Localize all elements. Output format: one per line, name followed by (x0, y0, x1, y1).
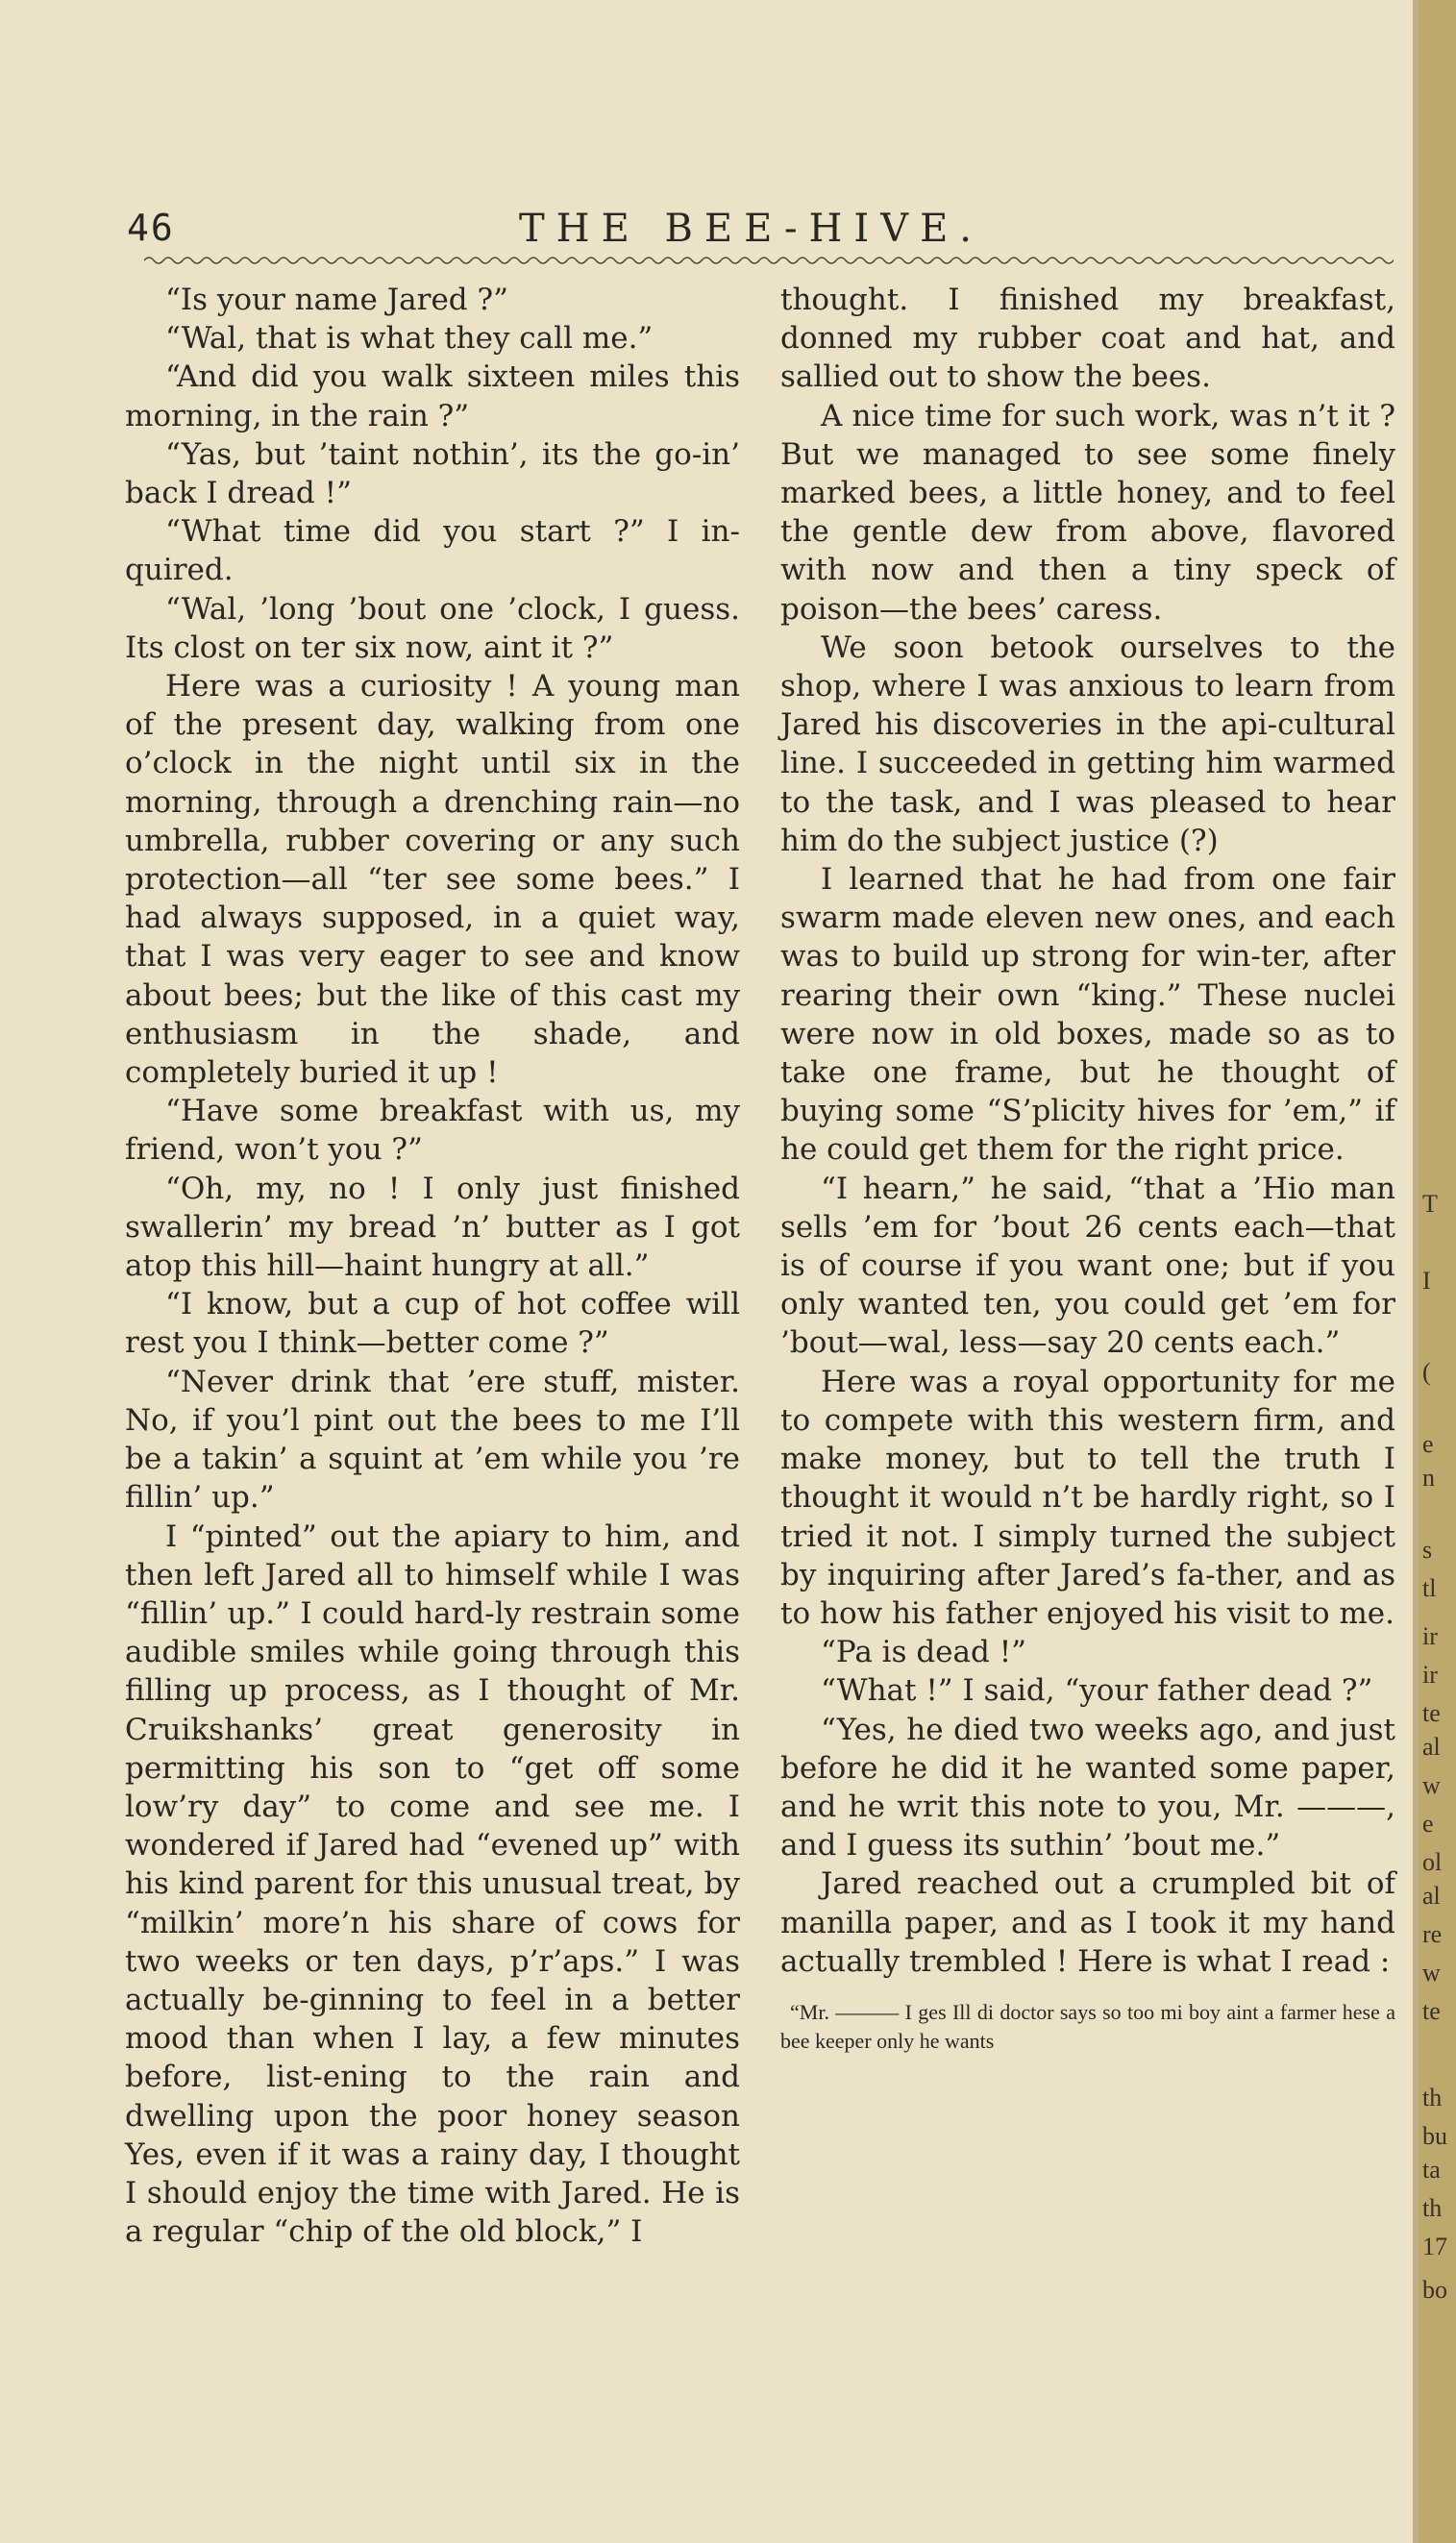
paragraph: A nice time for such work, was n’t it ? But we managed to see some finely marked bees, a little honey, and to feel the gentle dew from above, flavored with now and then a tiny speck of poison—the bees’ caress. (780, 398, 1395, 627)
paragraph: “Pa is dead !” (821, 1635, 1027, 1670)
spine-glyph: T (1422, 1190, 1438, 1218)
spine-glyph: th (1422, 2194, 1443, 2222)
spine-glyph: 17 (1422, 2233, 1447, 2260)
paragraph: Here was a royal opportunity for me to compete with this western firm, and make money, but to tell the truth I thought it would n’t be hardly right, so I tried it not. I simply turned the subject by inquiring after Jared’s fa-ther, and as to how his father enjoyed his visit to me. (780, 1364, 1395, 1631)
spine-glyph: w (1422, 1959, 1441, 1987)
spine-strip (1419, 0, 1456, 2543)
spine-glyph: e (1422, 1810, 1434, 1838)
paragraph: “I know, but a cup of hot coffee will rest you I think—better come ?” (125, 1287, 740, 1361)
spine-glyph: ir (1422, 1622, 1438, 1650)
spine-glyph: s (1422, 1536, 1433, 1564)
spine-glyph: te (1422, 1699, 1441, 1727)
spine-glyph: ir (1422, 1661, 1438, 1689)
paragraph: “Is your name Jared ?” (165, 283, 508, 317)
quoted-note: “Mr. ——— I ges Ill di doctor says so too mi boy aint a farmer hese a bee keeper only he wants (780, 1999, 1395, 2053)
spine-glyph: w (1422, 1771, 1441, 1799)
paragraph: “Yes, he died two weeks ago, and just before he did it he wanted some paper, and he writ this note to you, Mr. ———, and I guess its suthin’ ’bout me.” (780, 1712, 1395, 1864)
spine-glyph: tl (1422, 1574, 1437, 1602)
spine-glyph: I (1422, 1267, 1431, 1295)
paragraph: “And did you walk sixteen miles this morning, in the rain ?” (125, 359, 740, 433)
paragraph: thought. I finished my breakfast, donned my rubber coat and hat, and sallied out to show the bees. (780, 283, 1395, 395)
spine-glyph: re (1422, 1920, 1443, 1948)
spine-glyph: al (1422, 1733, 1441, 1761)
paragraph: Jared reached out a crumpled bit of manilla paper, and as I took it my hand actually trembled ! Here is what I read : (780, 1866, 1395, 1979)
paragraph: “Wal, ’long ’bout one ’clock, I guess. Its clost on ter six now, aint it ?” (125, 591, 740, 665)
spine-glyph: ( (1422, 1358, 1431, 1386)
paragraph: I learned that he had from one fair swarm made eleven new ones, and each was to build up strong for win-ter, after rearing their own “king.” These nuclei were now in old boxes, made so as to take one frame, but he thought of buying some “S’plicity hives for ’em,” if he could get them for the right price. (780, 862, 1395, 1168)
spine-glyph: n (1422, 1464, 1435, 1492)
paragraph: “Yas, but ’taint nothin’, its the go-in’ back I dread !” (125, 436, 740, 511)
page-number: 46 (127, 207, 175, 249)
paragraph: We soon betook ourselves to the shop, where I was anxious to learn from Jared his discoveries in the api-cultural line. I succeeded in getting him warmed to the task, and I was pleased to hear him do the subject justice (?) (780, 630, 1395, 858)
spine-glyph: e (1422, 1430, 1434, 1458)
paragraph: “Never drink that ’ere stuff, mister. No, if you’l pint out the bees to me I’ll be a takin’ a squint at ’em while you ’re fillin’ up.” (125, 1364, 740, 1516)
left-column (125, 281, 740, 2251)
spine-glyph: bu (1422, 2122, 1447, 2150)
right-column (780, 281, 1395, 2056)
running-title: THE BEE-HIVE. (519, 207, 984, 251)
paragraph: Here was a curiosity ! A young man of the present day, walking from one o’clock in the night until six in the morning, through a drenching rain—no umbrella, rubber covering or any such protection—all “ter see some bees.” I had always supposed, in a quiet way, that I was very eager to see and know about bees; but the like of this cast my enthusiasm in the shade, and completely buried it up ! (125, 669, 740, 1091)
paragraph: “I hearn,” he said, “that a ’Hio man sells ’em for ’bout 26 cents each—that is of course if you want one; but if you only wanted ten, you could get ’em for ’bout—wal, less—say 20 cents each.” (780, 1171, 1395, 1361)
spine-glyph: te (1422, 1997, 1441, 2025)
paragraph: “Oh, my, no ! I only just finished swallerin’ my bread ’n’ butter as I got atop this hill—haint hungry at all.” (125, 1171, 740, 1284)
paragraph: I “pinted” out the apiary to him, and then left Jared all to himself while I was “fillin’ up.” I could hard-ly restrain some audible smiles while going through this filling up process, as I thought of Mr. Cruikshanks’ great generosity in permitting his son to “get off some low’ry day” to come and see me. I wondered if Jared had “evened up” with his kind parent for this unusual treat, by “milkin’ more’n his share of cows for two weeks or ten days, p’r’aps.” I was actually be-ginning to feel in a better mood than when I lay, a few minutes before, list-ening to the rain and dwelling upon the poor honey season Yes, even if it was a rainy day, I thought I should enjoy the time with Jared. He is a regular “chip of the old block,” I (125, 1518, 740, 2250)
spine-glyph: ta (1422, 2156, 1441, 2184)
paragraph: “Have some breakfast with us, my friend, won’t you ?” (125, 1094, 740, 1168)
wavy-rule (144, 255, 1394, 266)
paragraph: “What !” I said, “your father dead ?” (821, 1673, 1373, 1709)
paragraph: “Wal, that is what they call me.” (165, 321, 654, 357)
spine-glyph: ol (1422, 1848, 1443, 1876)
paragraph: “What time did you start ?” I in-quired. (125, 514, 740, 588)
spine-glyph: al (1422, 1882, 1441, 1910)
spine-glyph: bo (1422, 2276, 1447, 2304)
spine-glyph: th (1422, 2084, 1443, 2111)
